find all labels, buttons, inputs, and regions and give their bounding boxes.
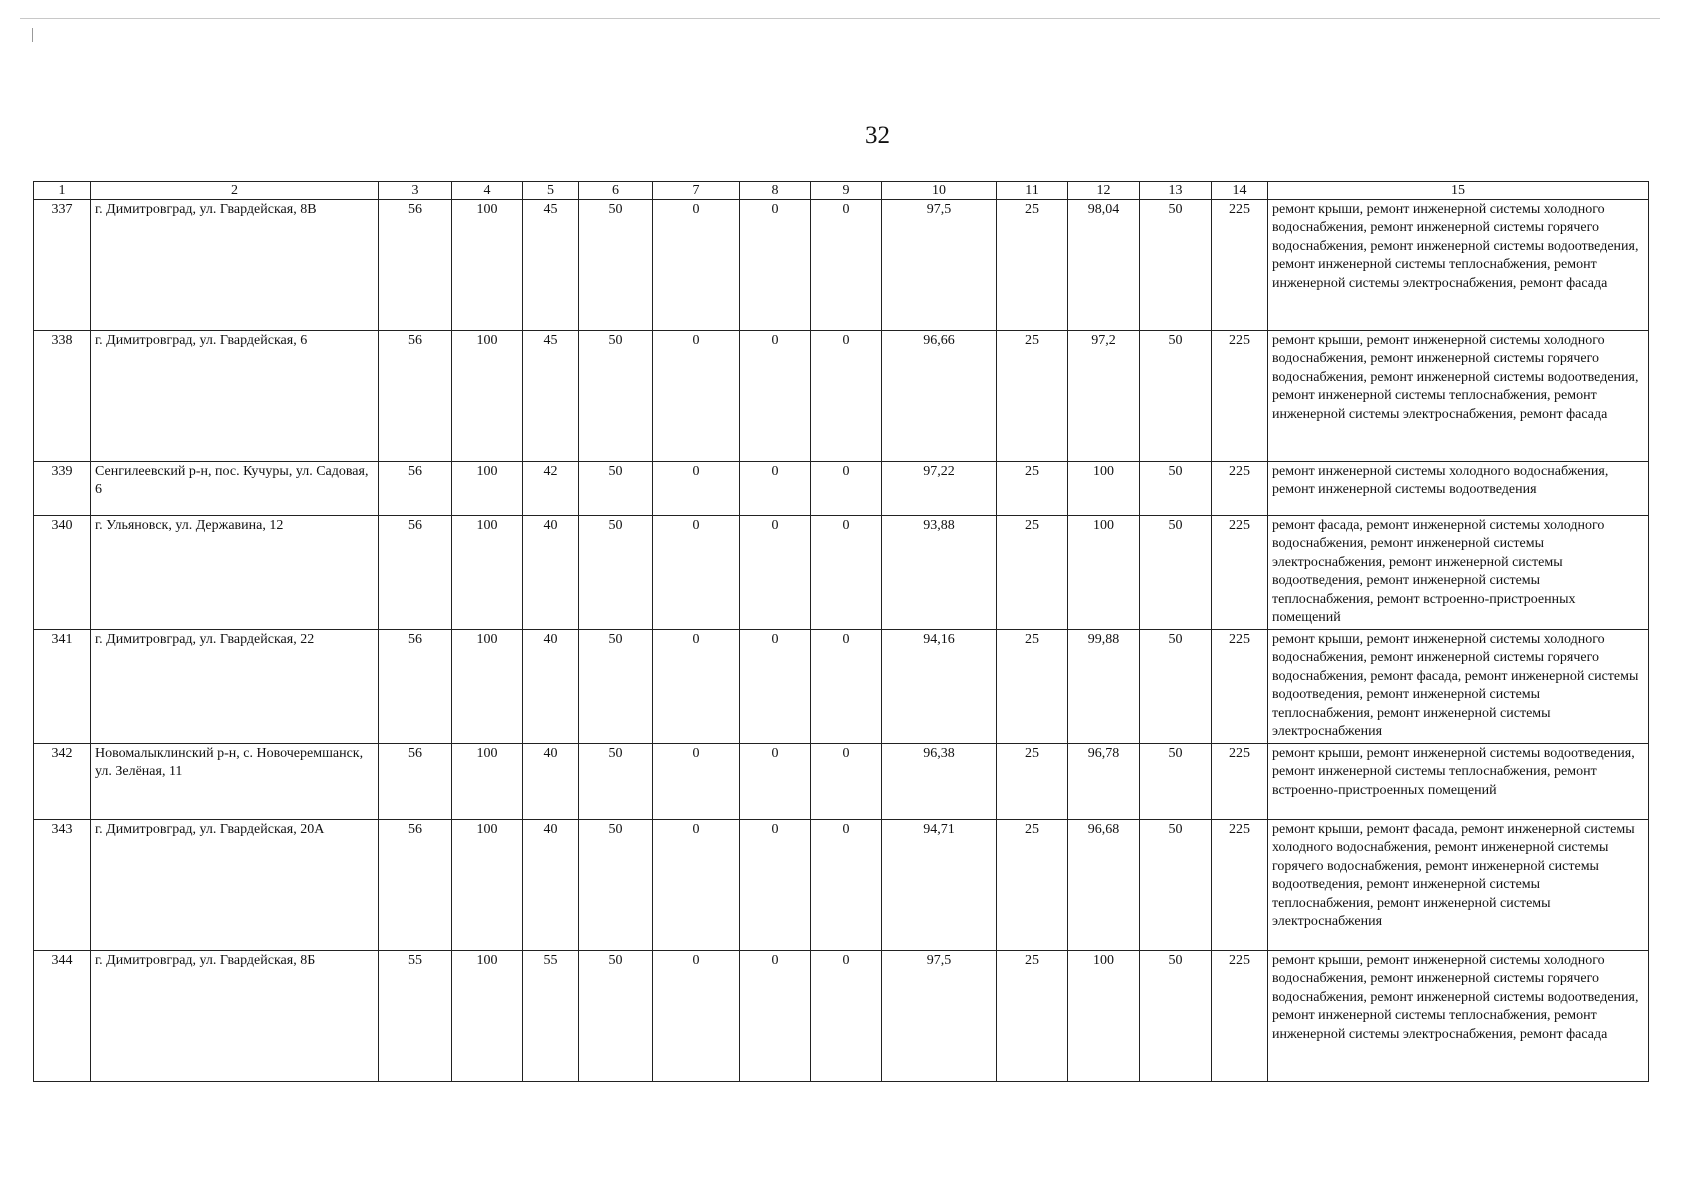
value-cell: 96,78	[1068, 744, 1140, 820]
col-header: 13	[1140, 182, 1212, 200]
col-header: 14	[1212, 182, 1268, 200]
value-cell: 93,88	[882, 516, 997, 630]
value-cell: 225	[1212, 200, 1268, 331]
row-number: 337	[34, 200, 91, 331]
value-cell: 100	[1068, 516, 1140, 630]
address-cell: г. Димитровград, ул. Гвардейская, 6	[91, 331, 379, 462]
value-cell: 25	[997, 630, 1068, 744]
value-cell: 50	[1140, 951, 1212, 1082]
value-cell: 50	[579, 744, 653, 820]
col-header: 8	[740, 182, 811, 200]
value-cell: 0	[653, 820, 740, 951]
value-cell: 0	[740, 462, 811, 516]
table-row	[34, 516, 1649, 630]
value-cell: 0	[811, 331, 882, 462]
value-cell: 225	[1212, 331, 1268, 462]
table-row	[34, 462, 1649, 516]
value-cell: 100	[1068, 951, 1140, 1082]
value-cell: 56	[379, 462, 452, 516]
col-header: 11	[997, 182, 1068, 200]
col-header: 7	[653, 182, 740, 200]
col-header: 4	[452, 182, 523, 200]
value-cell: 50	[1140, 516, 1212, 630]
value-cell: 0	[811, 820, 882, 951]
works-cell: ремонт крыши, ремонт инженерной системы холодного водоснабжения, ремонт инженерной системы горячего водоснабжения, ремонт фасада, ремонт инженерной системы водоотведения, ремонт инженерной системы теплоснабжения, ремонт инженерной системы электроснабжения	[1268, 630, 1649, 744]
value-cell: 99,88	[1068, 630, 1140, 744]
row-number: 340	[34, 516, 91, 630]
table-row	[34, 744, 1649, 820]
value-cell: 55	[379, 951, 452, 1082]
value-cell: 50	[579, 462, 653, 516]
table-row	[34, 331, 1649, 462]
address-cell: Новомалыклинский р-н, с. Новочеремшанск, ул. Зелёная, 11	[91, 744, 379, 820]
value-cell: 225	[1212, 744, 1268, 820]
value-cell: 0	[740, 516, 811, 630]
value-cell: 97,22	[882, 462, 997, 516]
value-cell: 25	[997, 820, 1068, 951]
value-cell: 45	[523, 331, 579, 462]
value-cell: 100	[452, 200, 523, 331]
address-cell: г. Димитровград, ул. Гвардейская, 20А	[91, 820, 379, 951]
col-header: 1	[34, 182, 91, 200]
col-header: 9	[811, 182, 882, 200]
table-row	[34, 630, 1649, 744]
value-cell: 50	[1140, 630, 1212, 744]
row-number: 339	[34, 462, 91, 516]
value-cell: 100	[452, 951, 523, 1082]
value-cell: 0	[740, 630, 811, 744]
row-number: 341	[34, 630, 91, 744]
value-cell: 94,16	[882, 630, 997, 744]
scan-edge-top	[20, 18, 1660, 19]
value-cell: 97,5	[882, 200, 997, 331]
value-cell: 0	[740, 331, 811, 462]
value-cell: 0	[653, 744, 740, 820]
value-cell: 0	[811, 951, 882, 1082]
value-cell: 50	[579, 331, 653, 462]
page-number: 32	[865, 122, 890, 149]
value-cell: 50	[579, 200, 653, 331]
value-cell: 225	[1212, 820, 1268, 951]
works-cell: ремонт крыши, ремонт фасада, ремонт инженерной системы холодного водоснабжения, ремонт инженерной системы горячего водоснабжения, ремонт инженерной системы водоотведения, ремонт инженерной системы теплоснабжения, ремонт инженерной системы электроснабжения	[1268, 820, 1649, 951]
address-cell: г. Димитровград, ул. Гвардейская, 22	[91, 630, 379, 744]
value-cell: 94,71	[882, 820, 997, 951]
value-cell: 0	[653, 951, 740, 1082]
row-number: 342	[34, 744, 91, 820]
col-header: 6	[579, 182, 653, 200]
value-cell: 50	[1140, 200, 1212, 331]
value-cell: 0	[811, 462, 882, 516]
value-cell: 56	[379, 630, 452, 744]
value-cell: 0	[811, 630, 882, 744]
value-cell: 56	[379, 516, 452, 630]
col-header: 12	[1068, 182, 1140, 200]
col-header: 10	[882, 182, 997, 200]
scan-edge-left	[32, 28, 33, 42]
value-cell: 50	[579, 820, 653, 951]
value-cell: 40	[523, 630, 579, 744]
works-cell: ремонт крыши, ремонт инженерной системы холодного водоснабжения, ремонт инженерной системы горячего водоснабжения, ремонт инженерной системы водоотведения, ремонт инженерной системы теплоснабжения, ремонт инженерной системы электроснабжения, ремонт фасада	[1268, 331, 1649, 462]
value-cell: 100	[452, 820, 523, 951]
table-row	[34, 200, 1649, 331]
value-cell: 25	[997, 200, 1068, 331]
works-cell: ремонт фасада, ремонт инженерной системы холодного водоснабжения, ремонт инженерной системы электроснабжения, ремонт инженерной системы водоотведения, ремонт инженерной системы теплоснабжения, ремонт встроенно-пристроенных помещений	[1268, 516, 1649, 630]
value-cell: 225	[1212, 630, 1268, 744]
table-row	[34, 820, 1649, 951]
value-cell: 56	[379, 200, 452, 331]
value-cell: 225	[1212, 951, 1268, 1082]
value-cell: 56	[379, 820, 452, 951]
value-cell: 25	[997, 744, 1068, 820]
value-cell: 100	[452, 630, 523, 744]
value-cell: 0	[811, 516, 882, 630]
value-cell: 56	[379, 331, 452, 462]
address-cell: г. Ульяновск, ул. Державина, 12	[91, 516, 379, 630]
value-cell: 45	[523, 200, 579, 331]
value-cell: 50	[579, 516, 653, 630]
value-cell: 50	[579, 951, 653, 1082]
value-cell: 0	[740, 200, 811, 331]
value-cell: 25	[997, 462, 1068, 516]
row-number: 338	[34, 331, 91, 462]
row-number: 344	[34, 951, 91, 1082]
value-cell: 0	[811, 200, 882, 331]
value-cell: 42	[523, 462, 579, 516]
value-cell: 25	[997, 331, 1068, 462]
col-header: 15	[1268, 182, 1649, 200]
value-cell: 50	[1140, 820, 1212, 951]
value-cell: 96,68	[1068, 820, 1140, 951]
register-table	[33, 181, 1649, 1082]
address-cell: Сенгилеевский р-н, пос. Кучуры, ул. Садовая, 6	[91, 462, 379, 516]
works-cell: ремонт инженерной системы холодного водоснабжения, ремонт инженерной системы водоотведения	[1268, 462, 1649, 516]
value-cell: 225	[1212, 462, 1268, 516]
value-cell: 0	[740, 744, 811, 820]
value-cell: 50	[1140, 462, 1212, 516]
col-header: 2	[91, 182, 379, 200]
value-cell: 25	[997, 516, 1068, 630]
value-cell: 40	[523, 744, 579, 820]
value-cell: 0	[653, 516, 740, 630]
value-cell: 50	[579, 630, 653, 744]
value-cell: 50	[1140, 744, 1212, 820]
table-row	[34, 951, 1649, 1082]
works-cell: ремонт крыши, ремонт инженерной системы водоотведения, ремонт инженерной системы теплоснабжения, ремонт встроенно-пристроенных помещений	[1268, 744, 1649, 820]
value-cell: 100	[1068, 462, 1140, 516]
value-cell: 98,04	[1068, 200, 1140, 331]
header-row	[34, 182, 1649, 200]
works-cell: ремонт крыши, ремонт инженерной системы холодного водоснабжения, ремонт инженерной системы горячего водоснабжения, ремонт инженерной системы водоотведения, ремонт инженерной системы теплоснабжения, ремонт инженерной системы электроснабжения, ремонт фасада	[1268, 200, 1649, 331]
value-cell: 0	[653, 462, 740, 516]
value-cell: 0	[740, 951, 811, 1082]
value-cell: 100	[452, 744, 523, 820]
value-cell: 96,38	[882, 744, 997, 820]
value-cell: 40	[523, 820, 579, 951]
value-cell: 0	[740, 820, 811, 951]
value-cell: 0	[811, 744, 882, 820]
works-cell: ремонт крыши, ремонт инженерной системы холодного водоснабжения, ремонт инженерной системы горячего водоснабжения, ремонт инженерной системы водоотведения, ремонт инженерной системы теплоснабжения, ремонт инженерной системы электроснабжения, ремонт фасада	[1268, 951, 1649, 1082]
value-cell: 97,5	[882, 951, 997, 1082]
address-cell: г. Димитровград, ул. Гвардейская, 8В	[91, 200, 379, 331]
address-cell: г. Димитровград, ул. Гвардейская, 8Б	[91, 951, 379, 1082]
value-cell: 100	[452, 331, 523, 462]
value-cell: 0	[653, 630, 740, 744]
value-cell: 56	[379, 744, 452, 820]
col-header: 3	[379, 182, 452, 200]
value-cell: 50	[1140, 331, 1212, 462]
value-cell: 100	[452, 462, 523, 516]
value-cell: 55	[523, 951, 579, 1082]
value-cell: 97,2	[1068, 331, 1140, 462]
value-cell: 40	[523, 516, 579, 630]
value-cell: 0	[653, 200, 740, 331]
row-number: 343	[34, 820, 91, 951]
value-cell: 100	[452, 516, 523, 630]
value-cell: 25	[997, 951, 1068, 1082]
value-cell: 96,66	[882, 331, 997, 462]
value-cell: 0	[653, 331, 740, 462]
value-cell: 225	[1212, 516, 1268, 630]
col-header: 5	[523, 182, 579, 200]
